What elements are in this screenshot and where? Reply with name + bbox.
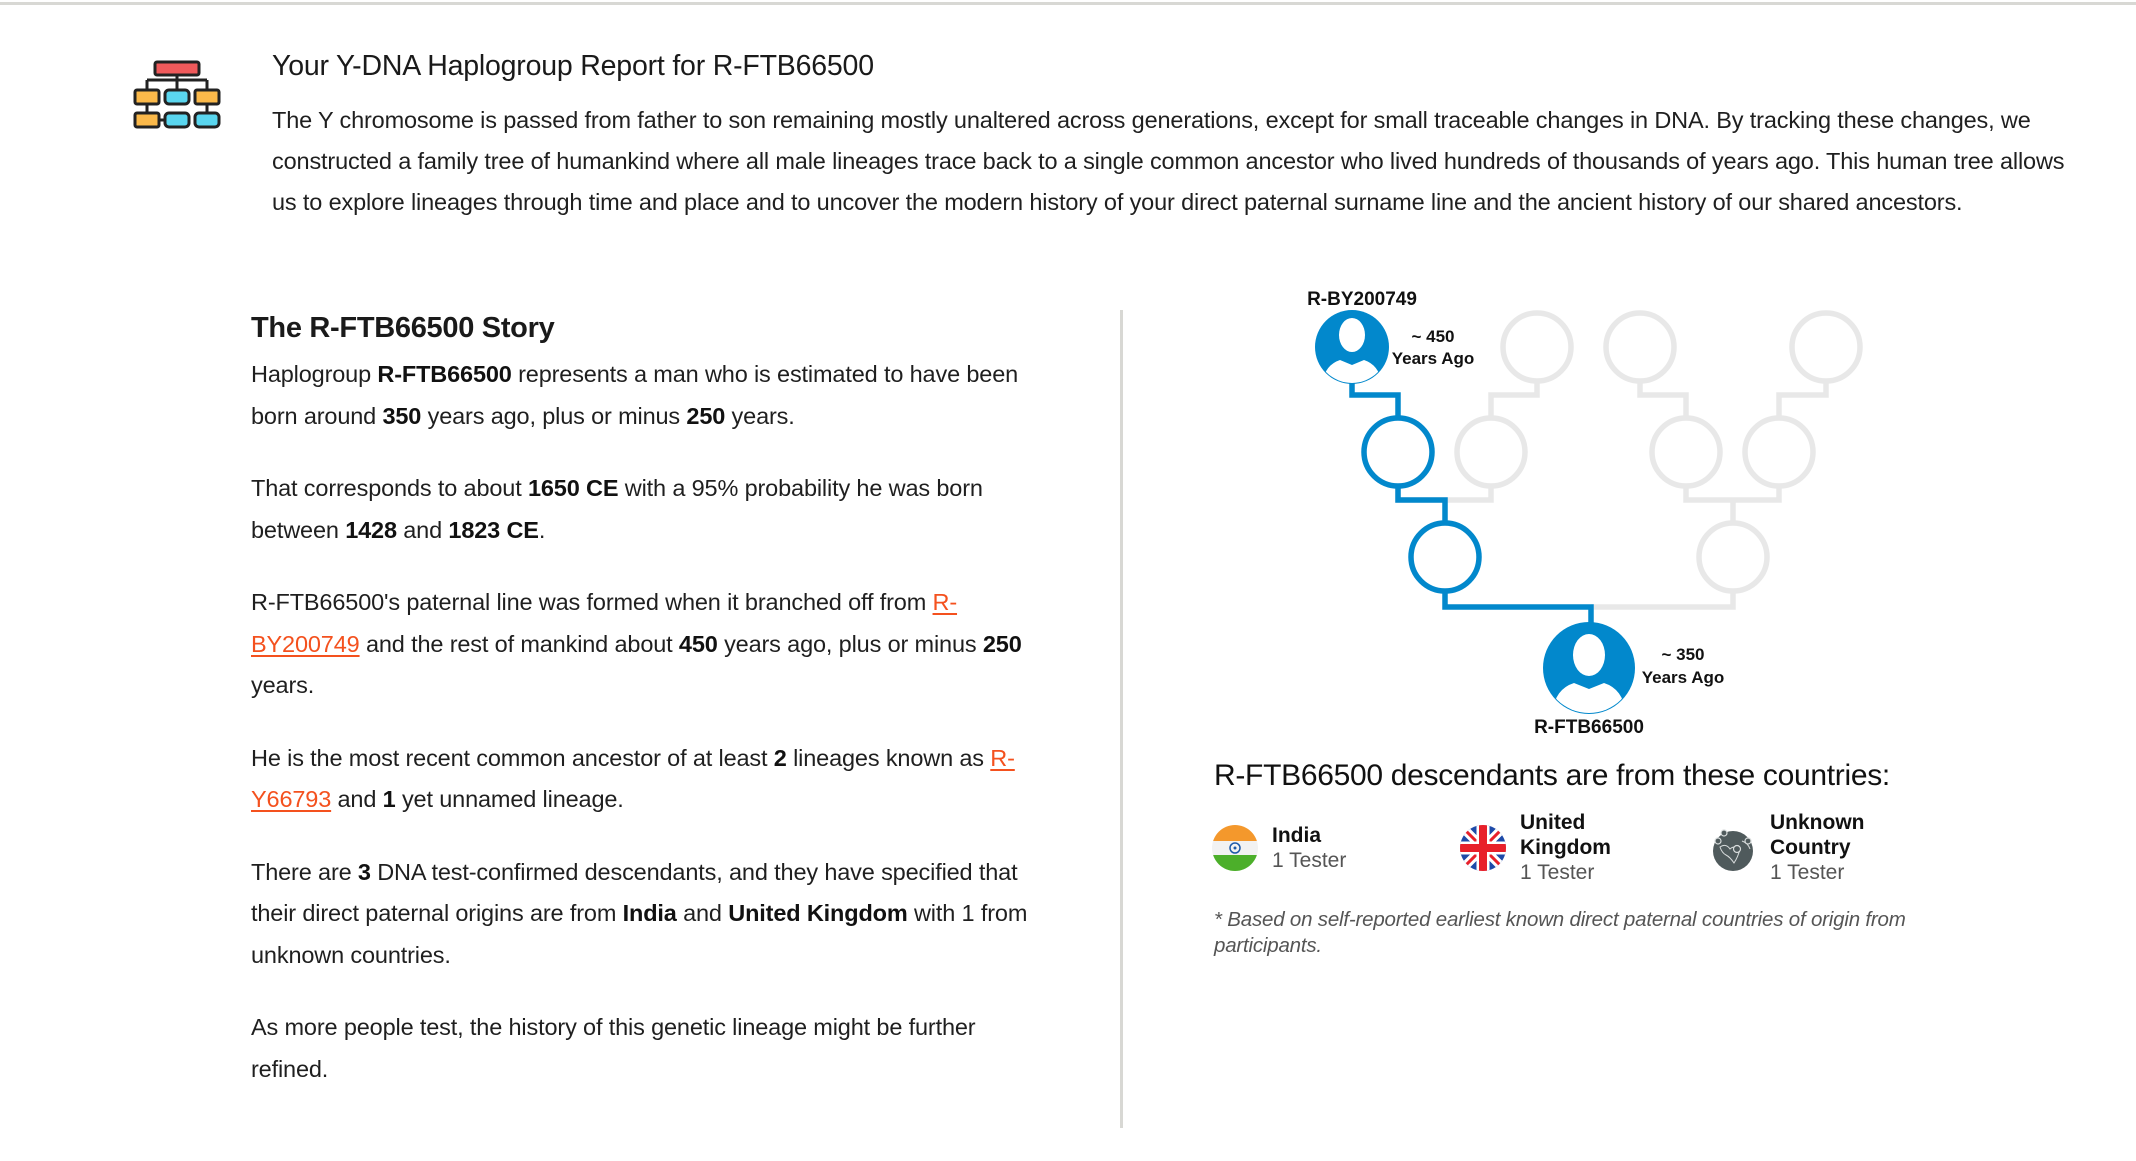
text: R-FTB66500's paternal line was formed when it branched off from [251, 589, 933, 615]
branch-years: 450 [678, 630, 718, 657]
india-flag-icon [1212, 825, 1258, 871]
country-item-unknown [1710, 810, 1865, 885]
country-uk: United Kingdom [728, 900, 908, 926]
page-title: Your Y-DNA Haplogroup Report for R-FTB66500 [272, 50, 874, 82]
country-india: India [622, 900, 677, 926]
text: There are [251, 858, 358, 885]
birth-year: 1650 CE [527, 475, 619, 501]
parent-node-avatar[interactable] [1315, 310, 1389, 390]
text: Haplogroup [251, 361, 378, 387]
parent-haplogroup-link[interactable]: R-BY200749 [251, 589, 958, 657]
lineage-count: 2 [773, 744, 787, 771]
text: and [396, 516, 449, 543]
text: years ago, plus or minus [421, 402, 687, 429]
text: years. [725, 402, 795, 429]
child-haplogroup-link[interactable]: R-Y66793 [251, 744, 1015, 812]
top-border [0, 2, 2136, 5]
tester-count: 1 Tester [1520, 861, 1595, 884]
country-name-line2: Kingdom [1520, 836, 1611, 859]
years-ago-value: 350 [382, 402, 422, 429]
child-node-avatar[interactable] [1543, 622, 1635, 720]
text: represents a man who is estimated to have been born around [251, 361, 1019, 429]
haplogroup-name: R-FTB66500 [377, 361, 512, 387]
child-node-age-unit: Years Ago [1641, 668, 1725, 687]
story-paragraph-lineages [251, 738, 1051, 821]
country-name: India [1272, 824, 1322, 847]
range-end: 1823 CE [448, 516, 539, 543]
countries-title: R-FTB66500 descendants are from these countries: [1214, 759, 1890, 792]
text: DNA test-confirmed descendants, and they have specified that their direct paternal origins are from [251, 858, 1018, 926]
story-paragraph-date [251, 468, 1051, 551]
globe-pins-icon [1710, 825, 1756, 871]
branch-margin: 250 [982, 630, 1022, 657]
text: yet unnamed lineage. [395, 786, 624, 812]
unnamed-count: 1 [382, 786, 396, 812]
text: lineages known as [786, 744, 991, 771]
margin-value: 250 [686, 402, 726, 429]
text: . [538, 516, 546, 543]
country-name-line2: Country [1770, 836, 1851, 859]
tester-count: 1 Tester [1770, 861, 1845, 884]
story-section [251, 308, 1051, 1121]
country-name-line1: United [1520, 811, 1586, 834]
tester-count: 1 Tester [1272, 849, 1347, 872]
text: years ago, plus or minus [717, 630, 983, 657]
parent-node-age: ~ 450 [1411, 327, 1455, 346]
story-paragraph-branch [251, 582, 1051, 707]
hierarchy-tree-icon [130, 58, 224, 132]
text: and the rest of mankind about [359, 630, 679, 657]
country-name-line1: Unknown [1770, 811, 1865, 834]
text: with a 95% probability he was born between [251, 475, 983, 543]
country-item-india [1212, 823, 1346, 873]
column-divider [1120, 310, 1123, 1128]
inactive-branches [1398, 313, 1860, 607]
parent-node-label: R-BY200749 [1307, 289, 1417, 310]
child-node-label: R-FTB66500 [1534, 717, 1644, 738]
text: years. [251, 672, 315, 698]
range-start: 1428 [345, 516, 397, 543]
active-lineage-path [1352, 383, 1591, 625]
intro-paragraph: The Y chromosome is passed from father to son remaining mostly unaltered across generations, except for small traceable changes in DNA. By tracking these changes, we constructed a family tree of humankind where all male lineages trace back to a single common ancestor who lived hundreds of thousands of years ago. This human tree allows us to explore lineages through time and place and to uncover the modern history of your direct paternal surname line and the ancient history of our shared ancestors. [272, 107, 2065, 215]
story-paragraph-birth [251, 354, 1051, 437]
story-paragraph-descendants [251, 852, 1051, 977]
text: He is the most recent common ancestor of at least [251, 744, 774, 771]
countries-footnote: * Based on self-reported earliest known direct paternal countries of origin from participants. [1214, 908, 1906, 957]
child-node-age: ~ 350 [1661, 645, 1705, 664]
parent-node-age-unit: Years Ago [1391, 349, 1475, 368]
text: with 1 from unknown countries. [251, 900, 1028, 968]
story-paragraph-closing: As more people test, the history of this genetic lineage might be further refined. [251, 1014, 976, 1082]
text: That corresponds to about [251, 475, 528, 501]
text: and [331, 786, 383, 812]
story-title: The R-FTB66500 Story [251, 312, 555, 344]
uk-flag-icon [1460, 825, 1506, 871]
country-item-uk [1460, 810, 1611, 885]
text: and [676, 900, 729, 926]
descendant-count: 3 [357, 858, 371, 885]
